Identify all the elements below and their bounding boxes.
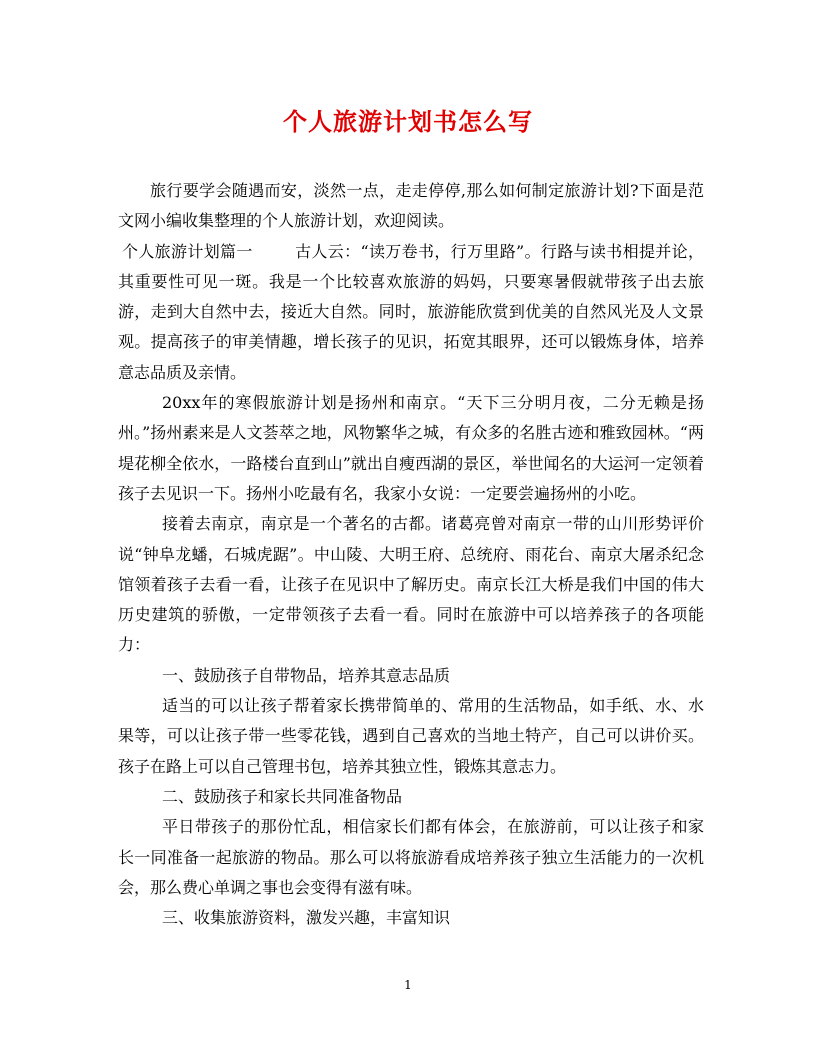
heading-two: 二、鼓励孩子和家长共同准备物品	[162, 786, 403, 806]
document-title: 个人旅游计划书怎么写	[283, 107, 533, 136]
section-first-text: 古人云：“读万卷书，行万里路”。行路与读书相提并论，其重要性可见一斑。我是一个比较喜欢旅游的妈妈，只要寒暑假就带孩子出去旅游，走到大自然中去，接近大自然。同时，旅游能欣赏到优美的自然风光及人文景观。提高孩子的审美情趣，增长孩子的见识，拓宽其眼界，还可以锻炼身体，培养意志品质及亲情。	[118, 241, 704, 382]
page-number: 1	[404, 978, 412, 992]
intro-paragraph: 旅行要学会随遇而安，淡然一点，走走停停,那么如何制定旅游计划?下面是范文网小编收集整理的个人旅游计划，欢迎阅读。	[118, 181, 704, 231]
heading-three: 三、收集旅游资料，激发兴趣，丰富知识	[162, 908, 451, 928]
paragraph-two: 平日带孩子的那份忙乱，相信家长们都有体会，在旅游前，可以让孩子和家长一同准备一起旅游的物品。那么可以将旅游看成培养孩子独立生活能力的一次机会，那么费心单调之事也会变得有滋有味。	[118, 817, 704, 897]
paragraph-one: 适当的可以让孩子帮着家长携带简单的、常用的生活物品，如手纸、水、水果等，可以让孩子带一些零花钱，遇到自己喜欢的当地土特产，自己可以讲价买。孩子在路上可以自己管理书包，培养其独立性，锻炼其意志力。	[118, 696, 704, 776]
nanjing-paragraph: 接着去南京，南京是一个著名的古都。诸葛亮曾对南京一带的山川形势评价说“钟阜龙蟠，石城虎踞”。中山陵、大明王府、总统府、雨花台、南京大屠杀纪念馆领着孩子去看一看，让孩子在见识中了解历史。南京长江大桥是我们中国的伟大历史建筑的骄傲，一定带领孩子去看一看。同时在旅游中可以培养孩子的各项能力：	[118, 514, 704, 655]
section-label: 个人旅游计划篇一	[122, 241, 253, 261]
section-paragraph	[118, 237, 704, 388]
heading-one: 一、鼓励孩子自带物品，培养其意志品质	[162, 665, 451, 685]
yangzhou-paragraph: 20xx年的寒假旅游计划是扬州和南京。“天下三分明月夜，二分无赖是扬州。”扬州素来是人文荟萃之地，风物繁华之城，有众多的名胜古迹和雅致园林。“两堤花柳全依水，一路楼台直到山”就出自瘦西湖的景区，举世闻名的大运河一定领着孩子去见识一下。扬州小吃最有名，我家小女说：一定要尝遍扬州的小吃。	[118, 393, 704, 503]
document-body	[118, 176, 704, 933]
